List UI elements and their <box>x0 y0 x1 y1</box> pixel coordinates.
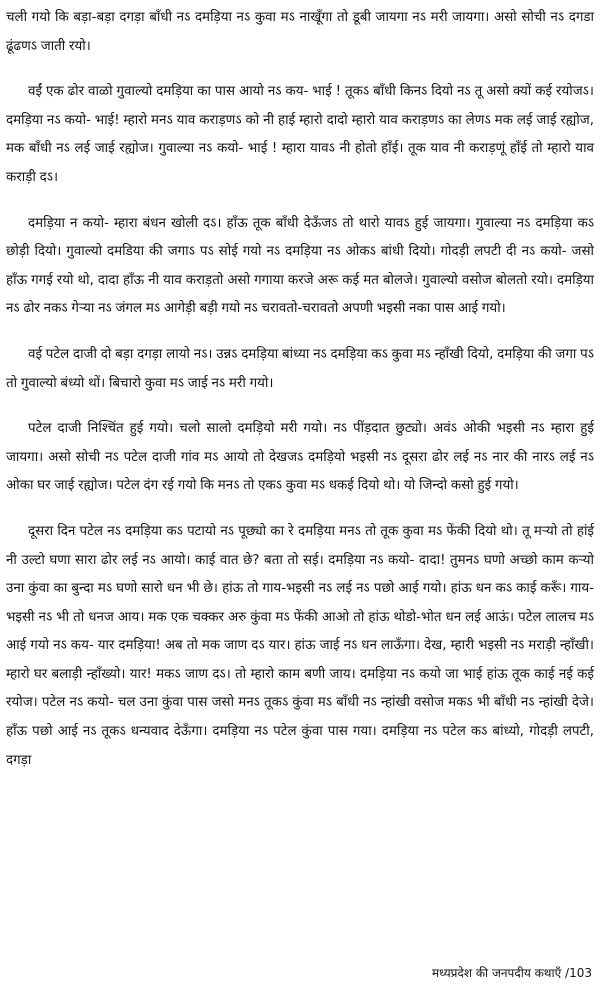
page-content <box>6 4 594 792</box>
paragraph-3: दमड़िया न कयो- म्हारा बंधन खोली दऽ। हाँऊ तूक बाँधी देऊँजऽ तो थारो यावऽ हुई जायगा। गुवाल्या नऽ दमड़िया कऽ छोड़ी दियो। गुवाल्यो दमडिया की जगाऽ पऽ सोई गयो नऽ दमड़िया नऽ ओकऽ बांधी दियो। गोदड़ी लपटी दी नऽ कयो- जसो हाँऊ गगई रयो थो, दादा हाँऊ नी याव कराड़तो असो गगाया करजे अरू कई मत बोलजे। गुवाल्यो वसोज बोलतो रयो। दमड़िया नऽ ढोर नकऽ गेऱ्या नऽ जंगल मऽ आगेड़ी बड़ी गयो नऽ चरावतो-चरावतो अपणी भइसी नका पास आई गयो। <box>6 215 594 317</box>
paragraph-4: वई पटेल दाजी दो बड़ा दगड़ा लायो नऽ। उन्नऽ दमड़िया बांध्या नऽ दमड़िया कऽ कुवा मऽ न्हाँखी दियो, दमड़िया की जगा पऽ तो गुवाल्यो बंध्यो थों। बिचारो कुवा मऽ जाई नऽ मरी गयो। <box>6 346 594 391</box>
paragraph-2: वईं एक ढोर वाळो गुवाल्यो दमड़िया का पास आयो नऽ कय- भाई ! तूकऽ बाँधी किनऽ दियो नऽ तू असो क्यों कई रयोजऽ। दमड़िया नऽ कयो- भाई! म्हारो मनऽ याव कराड़णऽ को नी हाई म्हारो दादो म्हारो याव कराड़णऽ का लेणऽ मक लई जाई रह्योज, मक बाँधी नऽ लई जाई रह्योज। गुवाल्या नऽ कयो- भाई ! म्हारा यावऽ नी होतो हाँई। तूक याव नी कराड़णूं हाँई तो म्हारो याव कराड़ी दऽ। <box>6 84 594 185</box>
page-footer: मध्यप्रदेश की जनपदीय कथाएँ /103 <box>432 966 592 980</box>
paragraph-5: पटेल दाजी निश्चिंत हुई गयो। चलो सालो दमड़ियो मरी गयो। नऽ पींड़दात छुट्यो। अवंऽ ओकी भइसी नऽ म्हारा हुई जायगा। असो सोची नऽ पटेल दाजी गांव मऽ आयो तो देखजऽ दमड़ियो भइसी नऽ दूसरा ढोर लई नऽ नार की नारऽ लई नऽ ओका घर जाई रह्योज। पटेल दंग रई गयो कि मनऽ तो एकऽ कुवा मऽ धकई दियो थो। यो जिन्दो कसो हुई गयो। <box>6 421 594 494</box>
paragraph-6: दूसरा दिन पटेल नऽ दमड़िया कऽ पटायो नऽ पूछ्यो का रे दमड़िया मनऽ तो तूक कुवा मऽ फेंकी दियो थो। तू मऱ्यो तो हांई नी उल्टो घणा सारा ढोर लई नऽ आयो। काई वात छे? बता तो सई। दमड़िया नऽ कयो- दादा! तुमनऽ घणो अच्छो काम कऱ्यो उना कुंवा का बुन्दा मऽ घणो सारो धन भी छे। हांऊ तो गाय-भइसी नऽ लई नऽ पछो आई गयो। हांऊ धन कऽ काई करूँ। गाय-भइसी नऽ भी तो धनज आय। मक एक चक्कर अरु कुंवा मऽ फेंकी आओ तो हांऊ थोडो-भोत धन लई आऊं। पटेल लालच मऽ आई गयो नऽ कय- यार दमड़िया! अब तो मक जाण दऽ यार। हांऊ जाई नऽ धन लाऊँगा। देख, म्हारी भइसी नऽ मराड़ी न्हाँखी। म्हारो घर बलाड़ी न्हाँख्यो। यार! मकऽ जाण दऽ। तो म्हारो काम बणी जाय। दमड़िया नऽ कयो जा भाई हांऊ तूक काई नई कई रयोज। पटेल नऽ कयो- चल उना कुंवा पास जसो मनऽ तूकऽ कुंवा मऽ बाँधी नऽ न्हांखी वसोज मकऽ भी बाँधी नऽ न्हांखी देजे। हाँऊ पछो आई नऽ तूकऽ धन्यवाद देऊँगा। दमड़िया नऽ पटेल कुंवा पास गया। दमड़िया नऽ पटेल कऽ बांध्यो, गोदड़ी लपटी, दगड़ा <box>6 523 594 768</box>
paragraph-1: चली गयो कि बड़ा-बड़ा दगड़ा बाँधी नऽ दमड़िया नऽ कुवा मऽ नाखूँगा तो डूबी जायगा नऽ मरी जायगा। असो सोची नऽ दगडा ढूंढणऽ जाती रयो। <box>6 10 594 54</box>
